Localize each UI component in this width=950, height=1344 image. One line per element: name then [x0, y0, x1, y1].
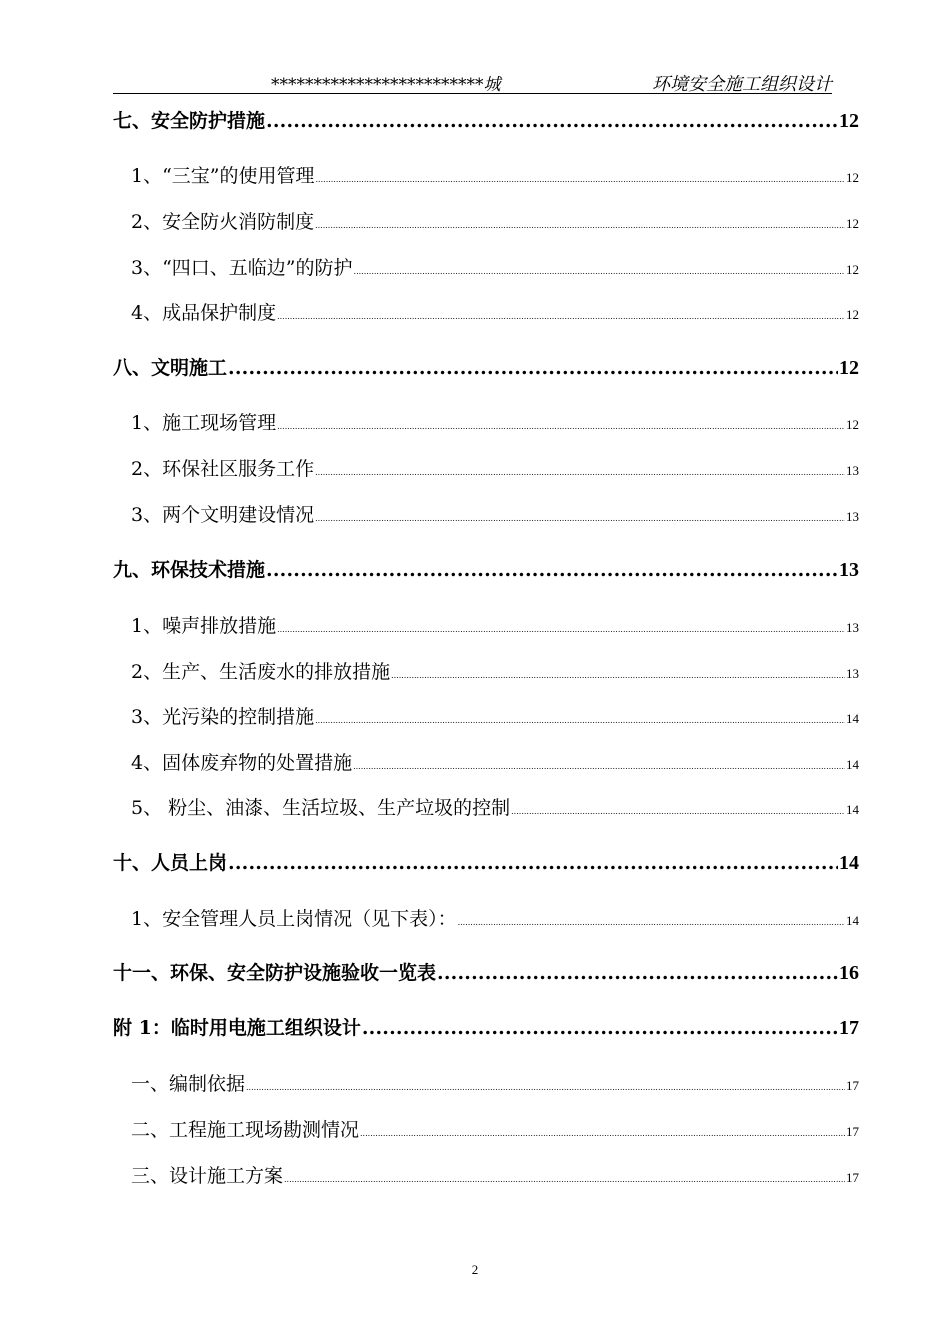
- toc-entry-label: 3、光污染的控制措施: [131, 706, 315, 728]
- toc-entry-page-number: 17: [839, 1017, 859, 1039]
- toc-dot-leader: [315, 221, 845, 230]
- toc-entry-label: 二、工程施工现场勘测情况: [131, 1119, 360, 1141]
- toc-dot-leader: [228, 357, 838, 379]
- toc-entry-label: 2、环保社区服务工作: [131, 458, 315, 480]
- toc-section-entry[interactable]: [131, 161, 859, 188]
- toc-dot-leader: [315, 514, 845, 523]
- toc-entry-page-number: 12: [846, 417, 859, 432]
- toc-entry-page-number: 13: [846, 463, 859, 478]
- toc-dot-leader: [266, 110, 838, 132]
- toc-entry-label: 三、设计施工方案: [131, 1165, 284, 1187]
- toc-section-entry[interactable]: [131, 207, 859, 234]
- toc-dot-leader: [266, 559, 838, 581]
- toc-dot-leader: [360, 1129, 845, 1138]
- toc-entry-page-number: 13: [846, 666, 859, 681]
- toc-entry-page-number: 14: [846, 802, 859, 817]
- toc-dot-leader: [391, 671, 845, 680]
- toc-dot-leader: [228, 852, 838, 874]
- header-document-title: 环境安全施工组织设计: [652, 74, 832, 95]
- toc-section-entry[interactable]: [131, 611, 859, 638]
- toc-chapter-entry[interactable]: [113, 1013, 859, 1040]
- toc-dot-leader: [277, 422, 845, 431]
- toc-entry-label: 5、 粉尘、油漆、生活垃圾、生产垃圾的控制: [131, 797, 511, 819]
- toc-dot-leader: [354, 267, 845, 276]
- toc-dot-leader: [362, 1017, 838, 1039]
- toc-chapter-entry[interactable]: [113, 106, 859, 133]
- toc-entry-label: 1、施工现场管理: [131, 412, 277, 434]
- toc-chapter-entry[interactable]: [113, 555, 859, 582]
- toc-entry-page-number: 13: [846, 620, 859, 635]
- toc-entry-page-number: 14: [839, 852, 859, 874]
- toc-dot-leader: [277, 312, 845, 321]
- toc-section-entry[interactable]: [131, 454, 859, 481]
- toc-section-entry[interactable]: [131, 1161, 859, 1188]
- toc-dot-leader: [353, 762, 845, 771]
- toc-entry-page-number: 14: [846, 913, 859, 928]
- page-number: 2: [471, 1262, 479, 1277]
- toc-section-entry[interactable]: [131, 702, 859, 729]
- toc-section-entry[interactable]: [131, 748, 859, 775]
- toc-entry-page-number: 14: [846, 757, 859, 772]
- toc-chapter-entry[interactable]: [113, 848, 859, 875]
- toc-entry-label: 八、文明施工: [113, 357, 228, 379]
- toc-entry-page-number: 13: [846, 509, 859, 524]
- toc-entry-page-number: 14: [846, 711, 859, 726]
- toc-entry-page-number: 13: [839, 559, 859, 581]
- toc-dot-leader: [315, 468, 845, 477]
- toc-section-entry[interactable]: [131, 793, 859, 820]
- toc-dot-leader: [437, 962, 838, 984]
- toc-dot-leader: [246, 1083, 845, 1092]
- toc-entry-label: 九、环保技术措施: [113, 559, 266, 581]
- toc-dot-leader: [284, 1175, 845, 1184]
- toc-entry-label: 1、“三宝”的使用管理: [131, 165, 315, 187]
- toc-entry-label: 十、人员上岗: [113, 852, 228, 874]
- toc-entry-label: 3、“四口、五临边”的防护: [131, 257, 353, 279]
- toc-entry-page-number: 12: [846, 216, 859, 231]
- toc-entry-label: 3、两个文明建设情况: [131, 504, 315, 526]
- toc-entry-label: 1、噪声排放措施: [131, 615, 277, 637]
- toc-entry-label: 十一、环保、安全防护设施验收一览表: [113, 962, 437, 984]
- toc-section-entry[interactable]: [131, 408, 859, 435]
- toc-section-entry[interactable]: [131, 500, 859, 527]
- toc-entry-page-number: 12: [839, 110, 859, 132]
- toc-section-entry[interactable]: [131, 298, 859, 325]
- toc-chapter-entry[interactable]: [113, 958, 859, 985]
- toc-entry-page-number: 12: [846, 262, 859, 277]
- toc-dot-leader: [511, 807, 845, 816]
- toc-section-entry[interactable]: [131, 657, 859, 684]
- toc-section-entry[interactable]: [131, 253, 859, 280]
- toc-dot-leader: [316, 175, 845, 184]
- toc-entry-label: 4、固体废弃物的处置措施: [131, 752, 353, 774]
- header-project-name: *************************城: [271, 75, 501, 95]
- toc-entry-page-number: 12: [846, 170, 859, 185]
- toc-section-entry[interactable]: [131, 904, 859, 931]
- toc-entry-page-number: 12: [839, 357, 859, 379]
- toc-entry-label: 七、安全防护措施: [113, 110, 266, 132]
- toc-entry-label: 附 1：临时用电施工组织设计: [113, 1017, 361, 1039]
- toc-dot-leader: [277, 625, 845, 634]
- toc-dot-leader: [315, 716, 845, 725]
- toc-dot-leader: [458, 918, 845, 927]
- toc-entry-page-number: 17: [846, 1124, 859, 1139]
- toc-entry-label: 2、生产、生活废水的排放措施: [131, 661, 391, 683]
- toc-section-entry[interactable]: [131, 1115, 859, 1142]
- toc-chapter-entry[interactable]: [113, 353, 859, 380]
- toc-section-entry[interactable]: [131, 1069, 859, 1096]
- toc-entry-label: 1、安全管理人员上岗情况（见下表）：: [131, 908, 457, 930]
- toc-entry-page-number: 16: [839, 962, 859, 984]
- page-header: [113, 68, 832, 94]
- toc-entry-page-number: 17: [846, 1078, 859, 1093]
- toc-entry-label: 一、编制依据: [131, 1073, 246, 1095]
- toc-entry-label: 4、成品保护制度: [131, 302, 277, 324]
- toc-entry-label: 2、安全防火消防制度: [131, 211, 315, 233]
- toc-entry-page-number: 12: [846, 307, 859, 322]
- toc-entry-page-number: 17: [846, 1170, 859, 1185]
